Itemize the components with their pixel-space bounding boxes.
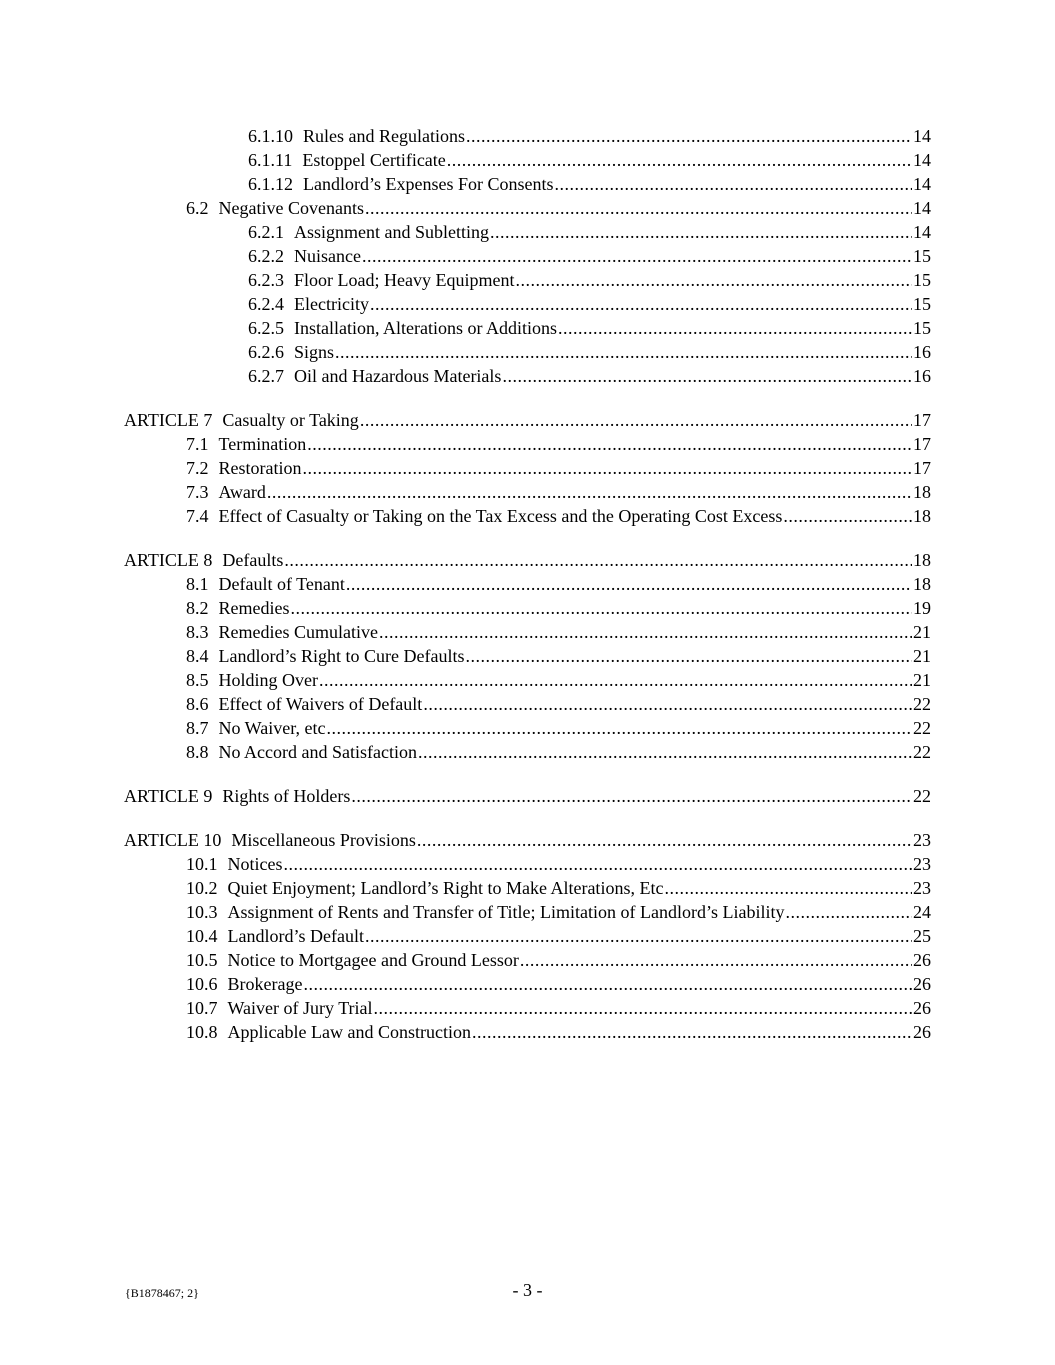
toc-entry-article-7 (124, 408, 931, 432)
toc-entry-8-2 (124, 596, 931, 620)
toc-page: 17 (913, 410, 931, 430)
toc-number: 6.1.10 (248, 126, 293, 146)
toc-entry-6-1-12 (124, 172, 931, 196)
toc-number: 6.2 (186, 198, 209, 218)
toc-leader (303, 972, 912, 996)
toc-page: 21 (913, 646, 931, 666)
toc-entry-6-2-7 (124, 364, 931, 388)
toc-number: 8.8 (186, 742, 209, 762)
toc-number: 10.5 (186, 950, 218, 970)
toc-title: Restoration (218, 458, 302, 478)
toc-leader (307, 432, 912, 456)
toc-entry-10-6 (124, 972, 931, 996)
toc-title: Holding Over (218, 670, 318, 690)
toc-title: Remedies (218, 598, 290, 618)
toc-page: 14 (913, 126, 931, 146)
toc-entry-10-5 (124, 948, 931, 972)
toc-leader (418, 740, 912, 764)
toc-entry-7-2 (124, 456, 931, 480)
toc-number: 6.2.5 (248, 318, 284, 338)
toc-leader (351, 784, 912, 808)
toc-title: Casualty or Taking (222, 410, 359, 430)
toc-title: Negative Covenants (218, 198, 364, 218)
toc-page: 14 (913, 198, 931, 218)
toc-entry-8-7 (124, 716, 931, 740)
toc-entry-article-10 (124, 828, 931, 852)
toc-leader (290, 596, 912, 620)
toc-leader (515, 268, 912, 292)
toc-title: Remedies Cumulative (218, 622, 378, 642)
toc-entry-6-2-5 (124, 316, 931, 340)
toc-leader (283, 852, 912, 876)
toc-number: 8.5 (186, 670, 209, 690)
toc-leader (490, 220, 912, 244)
toc-leader (326, 716, 912, 740)
toc-page: 23 (913, 854, 931, 874)
toc-title: Applicable Law and Construction (227, 1022, 471, 1042)
toc-page: 18 (913, 574, 931, 594)
toc-number: 10.2 (186, 878, 218, 898)
toc-number: 8.4 (186, 646, 209, 666)
toc-title: Termination (218, 434, 307, 454)
toc-entry-8-5 (124, 668, 931, 692)
toc-leader (785, 900, 912, 924)
toc-entry-10-1 (124, 852, 931, 876)
toc-entry-8-6 (124, 692, 931, 716)
toc-entry-10-2 (124, 876, 931, 900)
toc-page: 18 (913, 506, 931, 526)
toc-entry-7-3 (124, 480, 931, 504)
toc-leader (374, 996, 912, 1020)
toc-number: 7.4 (186, 506, 209, 526)
toc-entry-6-2-3 (124, 268, 931, 292)
toc-title: No Waiver, etc (218, 718, 326, 738)
toc-leader (502, 364, 912, 388)
toc-entry-7-1 (124, 432, 931, 456)
toc-entry-6-2 (124, 196, 931, 220)
document-id: {B1878467; 2} (125, 1286, 199, 1300)
toc-leader (360, 408, 912, 432)
toc-leader (365, 196, 912, 220)
toc-entry-6-2-1 (124, 220, 931, 244)
toc-leader (267, 480, 912, 504)
toc-page: 15 (913, 318, 931, 338)
toc-entry-6-2-6 (124, 340, 931, 364)
toc-number: 8.1 (186, 574, 209, 594)
toc-page: 22 (913, 718, 931, 738)
toc-page: 16 (913, 366, 931, 386)
toc-title: Brokerage (227, 974, 303, 994)
toc-page: 18 (913, 482, 931, 502)
toc-number: 6.1.12 (248, 174, 293, 194)
toc-number: 8.3 (186, 622, 209, 642)
toc-leader (417, 828, 912, 852)
toc-number: 10.8 (186, 1022, 218, 1042)
table-of-contents (124, 124, 931, 1044)
toc-title: No Accord and Satisfaction (218, 742, 417, 762)
toc-page: 22 (913, 742, 931, 762)
toc-entry-10-7 (124, 996, 931, 1020)
toc-leader (303, 456, 913, 480)
toc-number: 10.6 (186, 974, 218, 994)
toc-entry-6-2-4 (124, 292, 931, 316)
toc-leader (466, 124, 912, 148)
toc-entry-6-1-11 (124, 148, 931, 172)
toc-number: 10.1 (186, 854, 218, 874)
toc-page: 22 (913, 694, 931, 714)
toc-page: 16 (913, 342, 931, 362)
toc-title: Signs (294, 342, 335, 362)
page-number: - 3 - (512, 1280, 543, 1300)
toc-leader (319, 668, 912, 692)
toc-page: 17 (913, 434, 931, 454)
toc-number: 6.2.3 (248, 270, 284, 290)
toc-page: 14 (913, 222, 931, 242)
toc-leader (447, 148, 912, 172)
toc-number: 8.6 (186, 694, 209, 714)
toc-entry-7-4 (124, 504, 931, 528)
toc-number: 7.3 (186, 482, 209, 502)
toc-entry-10-3 (124, 900, 931, 924)
toc-entry-8-8 (124, 740, 931, 764)
toc-number: ARTICLE 9 (124, 786, 213, 806)
toc-leader (520, 948, 912, 972)
toc-number: 8.7 (186, 718, 209, 738)
toc-page: 19 (913, 598, 931, 618)
toc-title: Waiver of Jury Trial (227, 998, 373, 1018)
toc-page: 15 (913, 294, 931, 314)
toc-number: 8.2 (186, 598, 209, 618)
toc-entry-10-4 (124, 924, 931, 948)
toc-title: Floor Load; Heavy Equipment (294, 270, 515, 290)
toc-leader (558, 316, 912, 340)
toc-page: 15 (913, 246, 931, 266)
toc-leader (335, 340, 912, 364)
toc-leader (370, 292, 912, 316)
toc-title: Assignment and Subletting (294, 222, 489, 242)
toc-page: 14 (913, 150, 931, 170)
toc-leader (472, 1020, 912, 1044)
toc-title: Assignment of Rents and Transfer of Title; Limitation of Landlord’s Liability (227, 902, 785, 922)
toc-entry-article-8 (124, 548, 931, 572)
toc-number: ARTICLE 10 (124, 830, 222, 850)
toc-page: 23 (913, 878, 931, 898)
toc-leader (379, 620, 912, 644)
toc-entry-8-3 (124, 620, 931, 644)
toc-number: 10.3 (186, 902, 218, 922)
toc-number: 6.2.4 (248, 294, 284, 314)
toc-leader (365, 924, 912, 948)
toc-number: 6.2.7 (248, 366, 284, 386)
toc-page: 17 (913, 458, 931, 478)
toc-page: 22 (913, 786, 931, 806)
toc-title: Notices (227, 854, 283, 874)
toc-number: 10.4 (186, 926, 218, 946)
toc-entry-6-2-2 (124, 244, 931, 268)
toc-page: 21 (913, 670, 931, 690)
toc-page: 26 (913, 1022, 931, 1042)
toc-leader (465, 644, 912, 668)
toc-entry-8-1 (124, 572, 931, 596)
toc-number: ARTICLE 7 (124, 410, 213, 430)
toc-leader (664, 876, 912, 900)
toc-title: Default of Tenant (218, 574, 345, 594)
toc-entry-8-4 (124, 644, 931, 668)
toc-title: Estoppel Certificate (302, 150, 446, 170)
toc-entry-article-9 (124, 784, 931, 808)
toc-title: Rules and Regulations (303, 126, 465, 146)
toc-title: Oil and Hazardous Materials (294, 366, 502, 386)
toc-title: Nuisance (294, 246, 361, 266)
toc-title: Landlord’s Expenses For Consents (303, 174, 554, 194)
toc-page: 26 (913, 998, 931, 1018)
toc-number: ARTICLE 8 (124, 550, 213, 570)
toc-title: Miscellaneous Provisions (231, 830, 416, 850)
toc-number: 6.2.1 (248, 222, 284, 242)
toc-page: 26 (913, 974, 931, 994)
toc-title: Landlord’s Default (227, 926, 364, 946)
toc-leader (554, 172, 912, 196)
toc-page: 21 (913, 622, 931, 642)
toc-page: 24 (913, 902, 931, 922)
toc-title: Notice to Mortgagee and Ground Lessor (227, 950, 519, 970)
toc-title: Effect of Casualty or Taking on the Tax Excess and the Operating Cost Excess (218, 506, 783, 526)
toc-number: 6.2.6 (248, 342, 284, 362)
toc-entry-10-8 (124, 1020, 931, 1044)
toc-title: Defaults (222, 550, 284, 570)
toc-number: 10.7 (186, 998, 218, 1018)
toc-title: Quiet Enjoyment; Landlord’s Right to Make Alterations, Etc (227, 878, 664, 898)
toc-title: Landlord’s Right to Cure Defaults (218, 646, 465, 666)
toc-number: 7.2 (186, 458, 209, 478)
toc-leader (362, 244, 912, 268)
toc-leader (284, 548, 912, 572)
toc-page: 25 (913, 926, 931, 946)
toc-leader (783, 504, 912, 528)
toc-leader (423, 692, 912, 716)
toc-page: 18 (913, 550, 931, 570)
toc-title: Rights of Holders (222, 786, 351, 806)
toc-page: 23 (913, 830, 931, 850)
toc-title: Effect of Waivers of Default (218, 694, 423, 714)
toc-title: Installation, Alterations or Additions (294, 318, 557, 338)
toc-number: 7.1 (186, 434, 209, 454)
toc-leader (346, 572, 912, 596)
toc-number: 6.2.2 (248, 246, 284, 266)
toc-entry-6-1-10 (124, 124, 931, 148)
toc-number: 6.1.11 (248, 150, 293, 170)
toc-page: 15 (913, 270, 931, 290)
toc-page: 26 (913, 950, 931, 970)
toc-title: Award (218, 482, 266, 502)
toc-title: Electricity (294, 294, 369, 314)
toc-page: 14 (913, 174, 931, 194)
